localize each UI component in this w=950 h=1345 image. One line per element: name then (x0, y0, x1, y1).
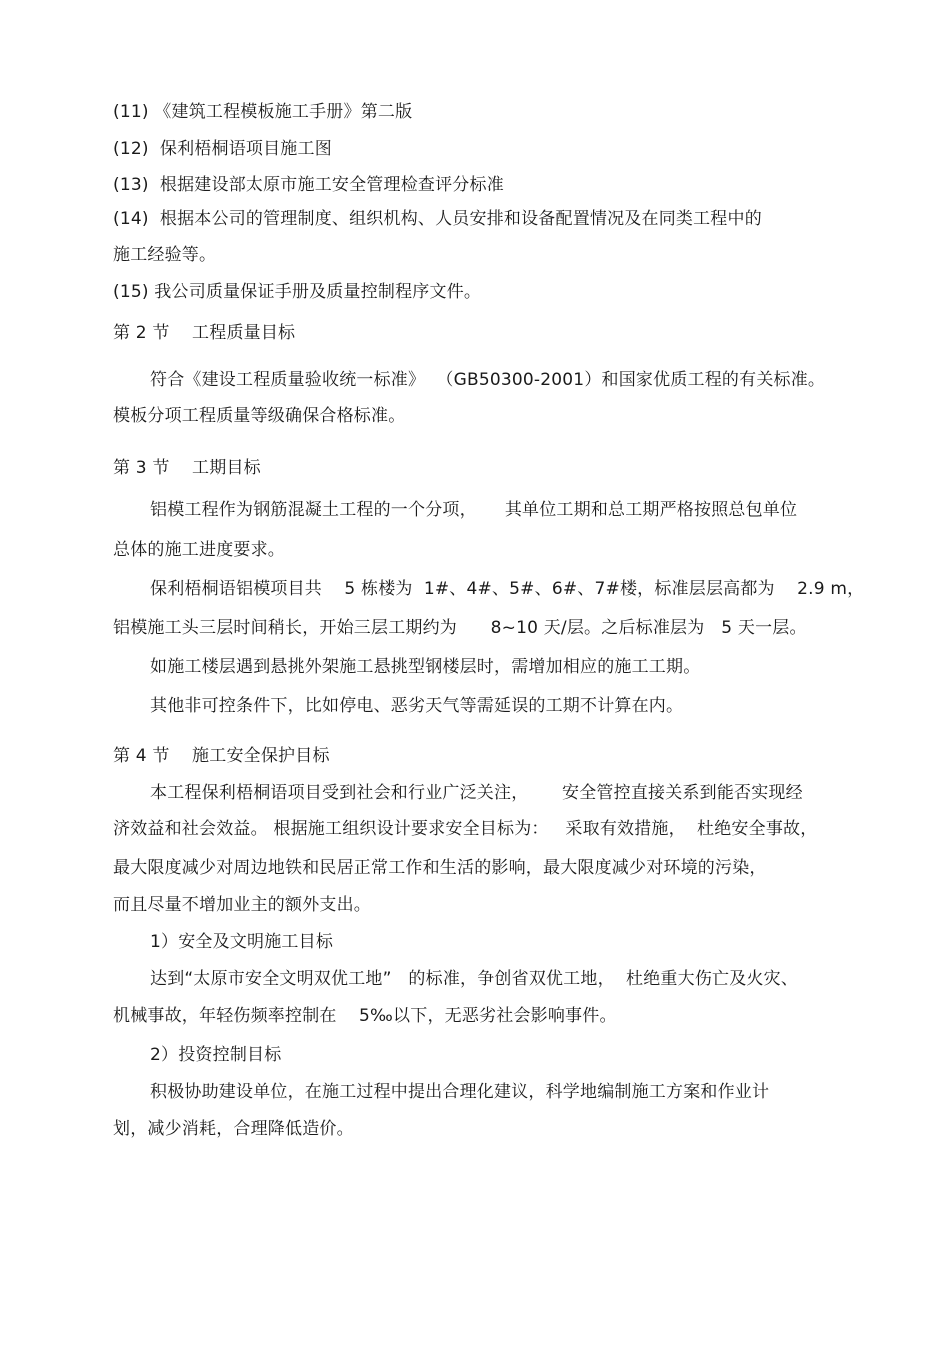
section-2-paragraph-continuation: 模板分项工程质量等级确保合格标准。 (113, 406, 406, 426)
reference-item-15: (15) 我公司质量保证手册及质量控制程序文件。 (113, 282, 482, 302)
reference-item-14-continuation: 施工经验等。 (113, 245, 217, 265)
reference-item-12: (12) 保利梧桐语项目施工图 (113, 139, 332, 159)
section-4-paragraph-1: 本工程保利梧桐语项目受到社会和行业广泛关注， 安全管控直接关系到能否实现经 (150, 783, 803, 803)
section-3-paragraph-1: 铝模工程作为钢筋混凝土工程的一个分项， 其单位工期和总工期严格按照总包单位 (150, 500, 798, 520)
section-4-paragraph-1-line-4: 而且尽量不增加业主的额外支出。 (113, 895, 371, 915)
reference-item-14: (14) 根据本公司的管理制度、组织机构、人员安排和设备配置情况及在同类工程中的 (113, 209, 762, 229)
safety-target-paragraph: 达到“太原市安全文明双优工地” 的标准，争创省双优工地， 杜绝重大伤亡及火灾、 (150, 969, 799, 989)
investment-target-subheading: 2）投资控制目标 (150, 1045, 282, 1065)
safety-target-subheading: 1）安全及文明施工目标 (150, 932, 334, 952)
section-2-heading: 第 2 节 工程质量目标 (113, 323, 296, 343)
section-3-paragraph-4: 其他非可控条件下，比如停电、恶劣天气等需延误的工期不计算在内。 (150, 696, 684, 716)
section-3-paragraph-3: 如施工楼层遇到悬挑外架施工悬挑型钢楼层时，需增加相应的施工工期。 (150, 657, 701, 677)
safety-target-paragraph-continuation: 机械事故，年轻伤频率控制在 5‰以下，无恶劣社会影响事件。 (113, 1006, 617, 1026)
section-4-paragraph-1-line-2: 济效益和社会效益。 根据施工组织设计要求安全目标为： 采取有效措施， 杜绝安全事故， (113, 819, 818, 839)
section-3-paragraph-2: 保利梧桐语铝模项目共 5 栋楼为 1#、4#、5#、6#、7#楼，标准层层高都为 2.9 m， (150, 579, 865, 599)
section-3-heading: 第 3 节 工期目标 (113, 458, 261, 478)
section-3-paragraph-1-continuation: 总体的施工进度要求。 (113, 540, 285, 560)
section-4-paragraph-1-line-3: 最大限度减少对周边地铁和民居正常工作和生活的影响，最大限度减少对环境的污染， (113, 858, 767, 878)
section-4-heading: 第 4 节 施工安全保护目标 (113, 746, 330, 766)
reference-item-11: (11) 《建筑工程模板施工手册》第二版 (113, 102, 413, 122)
investment-target-paragraph: 积极协助建设单位，在施工过程中提出合理化建议，科学地编制施工方案和作业计 (150, 1082, 770, 1102)
investment-target-paragraph-continuation: 划，减少消耗，合理降低造价。 (113, 1119, 354, 1139)
reference-item-13: (13) 根据建设部太原市施工安全管理检查评分标准 (113, 175, 504, 195)
section-2-paragraph: 符合《建设工程质量验收统一标准》 （GB50300-2001）和国家优质工程的有关标准。 (150, 370, 826, 390)
section-3-paragraph-2-continuation: 铝模施工头三层时间稍长，开始三层工期约为 8~10 天/层。之后标准层为 5 天一层。 (113, 618, 807, 638)
